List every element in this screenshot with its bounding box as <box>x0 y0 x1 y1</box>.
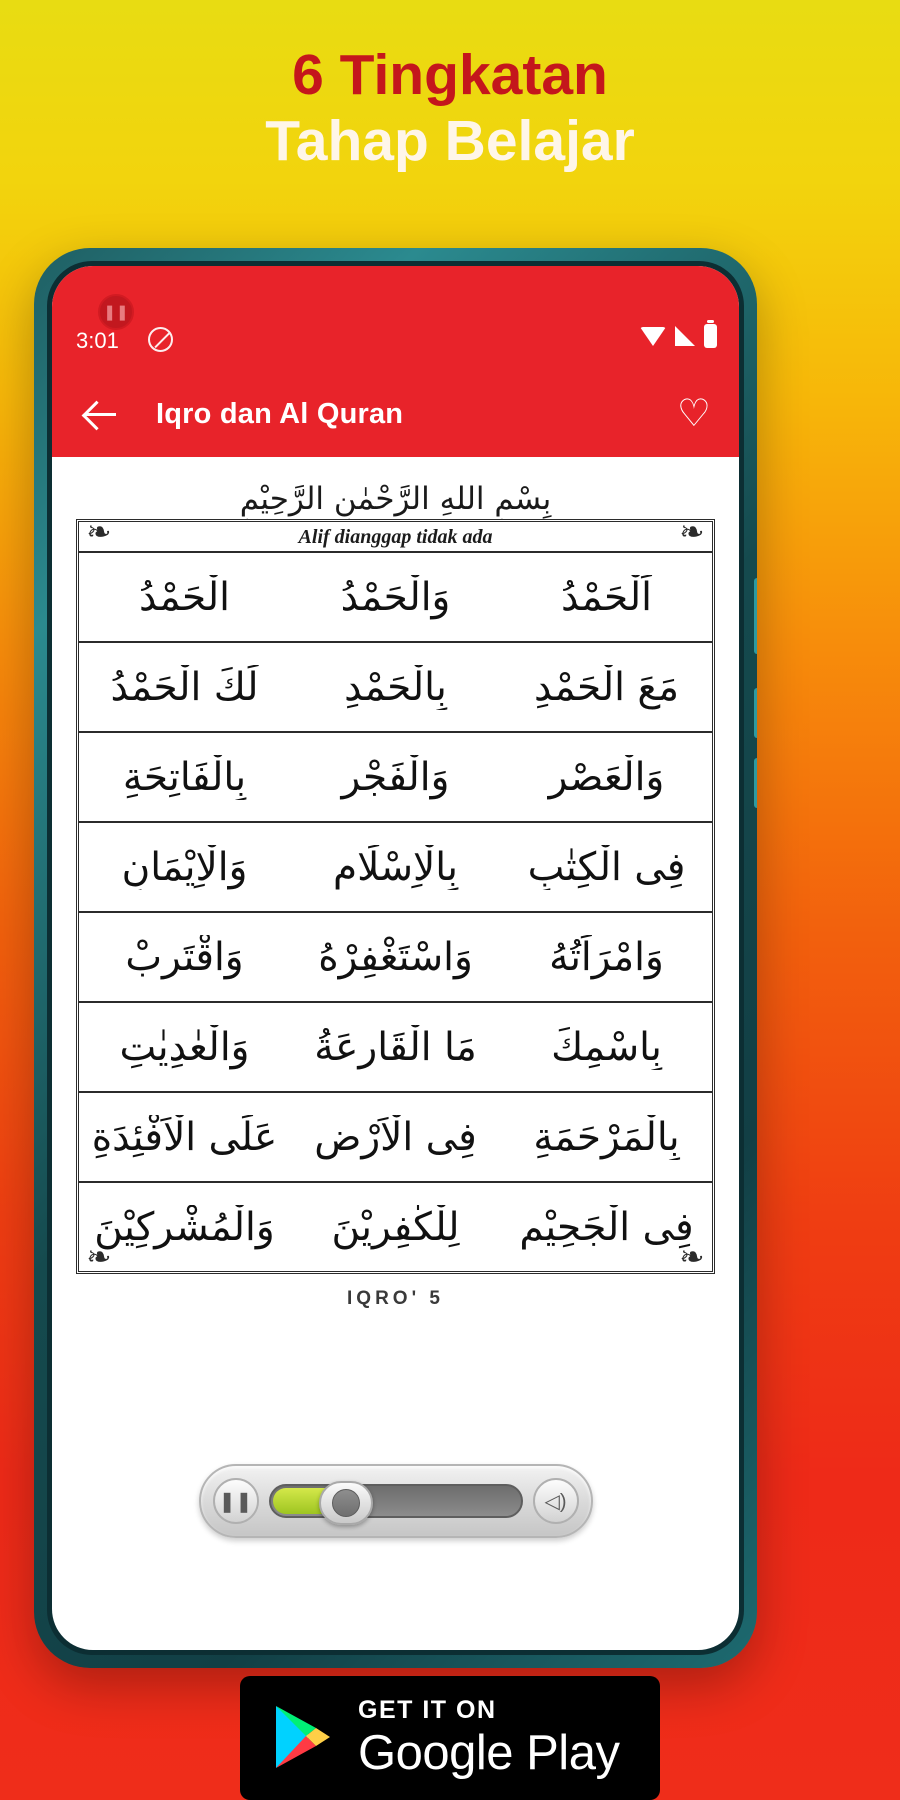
lesson-cell[interactable]: فِى الْجَحِيْمِ <box>519 1204 694 1250</box>
lesson-cell[interactable]: لِلْكٰفِرِيْنَ <box>331 1204 460 1250</box>
lesson-cell[interactable]: وَالْحَمْدُ <box>340 574 451 620</box>
volume-down-button[interactable] <box>754 758 757 808</box>
promo-line-2: Tahap Belajar <box>265 108 635 173</box>
ornament-icon: ❧ <box>86 1241 112 1274</box>
lesson-content <box>52 457 739 1557</box>
table-row[interactable] <box>79 551 712 641</box>
battery-icon <box>704 324 717 348</box>
ornament-icon: ❧ <box>679 1241 705 1274</box>
table-row[interactable] <box>79 731 712 821</box>
lesson-cell[interactable]: وَالْعٰدِيٰتِ <box>119 1024 250 1070</box>
lesson-cell[interactable]: فِى الْاَرْضِ <box>314 1114 477 1160</box>
table-row[interactable] <box>79 911 712 1001</box>
front-camera-icon: ❚❚ <box>98 294 134 330</box>
table-row[interactable] <box>79 641 712 731</box>
table-row[interactable] <box>79 1001 712 1091</box>
lesson-cell[interactable]: عَلَى الْاَفْئِدَةِ <box>91 1114 278 1160</box>
badge-top-text: GET IT ON <box>358 1696 497 1724</box>
promo-line-1: 6 Tingkatan <box>292 43 608 107</box>
back-arrow-icon[interactable] <box>80 393 122 435</box>
basmala-text: بِسْمِ اللهِ الرَّحْمٰنِ الرَّحِيْمِ <box>239 481 552 517</box>
promo-headline <box>0 43 900 177</box>
lesson-cell[interactable]: بِالْمَرْحَمَةِ <box>533 1114 680 1160</box>
progress-slider[interactable] <box>269 1484 523 1518</box>
lesson-cell[interactable]: وَاسْتَغْفِرْهُ <box>318 934 473 980</box>
page-title: Iqro dan Al Quran <box>156 397 404 430</box>
phone-screen <box>52 266 739 1650</box>
power-button[interactable] <box>754 578 757 654</box>
lesson-note: Alif dianggap tidak ada <box>298 526 493 548</box>
badge-bottom-text: Google Play <box>358 1726 620 1780</box>
lesson-cell[interactable]: وَالْمُشْرِكِيْنَ <box>94 1204 275 1250</box>
slider-handle[interactable] <box>319 1481 373 1525</box>
google-play-icon <box>270 1702 334 1774</box>
lesson-footer: IQRO' 5 <box>347 1288 444 1309</box>
status-bar <box>52 266 739 371</box>
lesson-cell[interactable]: فِى الْكِتٰبِ <box>527 844 686 890</box>
lesson-cell[interactable]: وَالْعَصْرِ <box>548 754 665 800</box>
volume-icon[interactable]: ◁) <box>533 1478 579 1524</box>
phone-bezel <box>47 261 744 1655</box>
status-time: 3:01 <box>76 328 119 353</box>
volume-up-button[interactable] <box>754 688 757 738</box>
audio-player <box>199 1464 593 1538</box>
google-play-text <box>358 1698 619 1778</box>
ornament-icon: ❧ <box>679 516 705 549</box>
heart-icon[interactable]: ♡ <box>676 393 711 435</box>
table-row[interactable] <box>79 1181 712 1271</box>
pause-icon[interactable]: ❚❚ <box>213 1478 259 1524</box>
wifi-icon <box>640 327 666 346</box>
lesson-cell[interactable]: بِالْحَمْدِ <box>344 664 447 710</box>
lesson-cell[interactable]: وَاقْتَرِبْ <box>125 934 244 980</box>
ornament-icon: ❧ <box>86 516 112 549</box>
app-bar <box>52 371 739 457</box>
lesson-cell[interactable]: بِالْفَاتِحَةِ <box>122 754 247 800</box>
mute-icon <box>148 327 173 352</box>
lesson-cell[interactable]: مَعَ الْحَمْدِ <box>534 664 679 710</box>
lesson-sheet <box>76 516 715 1274</box>
google-play-badge[interactable] <box>240 1676 660 1800</box>
lesson-cell[interactable]: اَلْحَمْدُ <box>561 574 652 620</box>
lesson-cell[interactable]: لَكَ الْحَمْدُ <box>110 664 259 710</box>
lesson-cell[interactable]: وَالْاِيْمَانِ <box>121 844 248 890</box>
lesson-cell[interactable]: الْحَمْدُ <box>139 574 230 620</box>
signal-icon <box>675 326 695 346</box>
table-row[interactable] <box>79 1091 712 1181</box>
lesson-cell[interactable]: بِالْاِسْلَامِ <box>332 844 459 890</box>
slider-handle-inner <box>332 1489 360 1517</box>
table-row[interactable] <box>79 821 712 911</box>
lesson-cell[interactable]: مَا الْقَارِعَةُ <box>314 1024 477 1070</box>
lesson-cell[interactable]: وَامْرَاَتُهُ <box>549 934 664 980</box>
lesson-cell[interactable]: وَالْفَجْرِ <box>341 754 450 800</box>
status-indicators <box>640 324 717 348</box>
lesson-cell[interactable]: بِاسْمِكَ <box>551 1024 662 1070</box>
phone-device <box>34 248 757 1668</box>
